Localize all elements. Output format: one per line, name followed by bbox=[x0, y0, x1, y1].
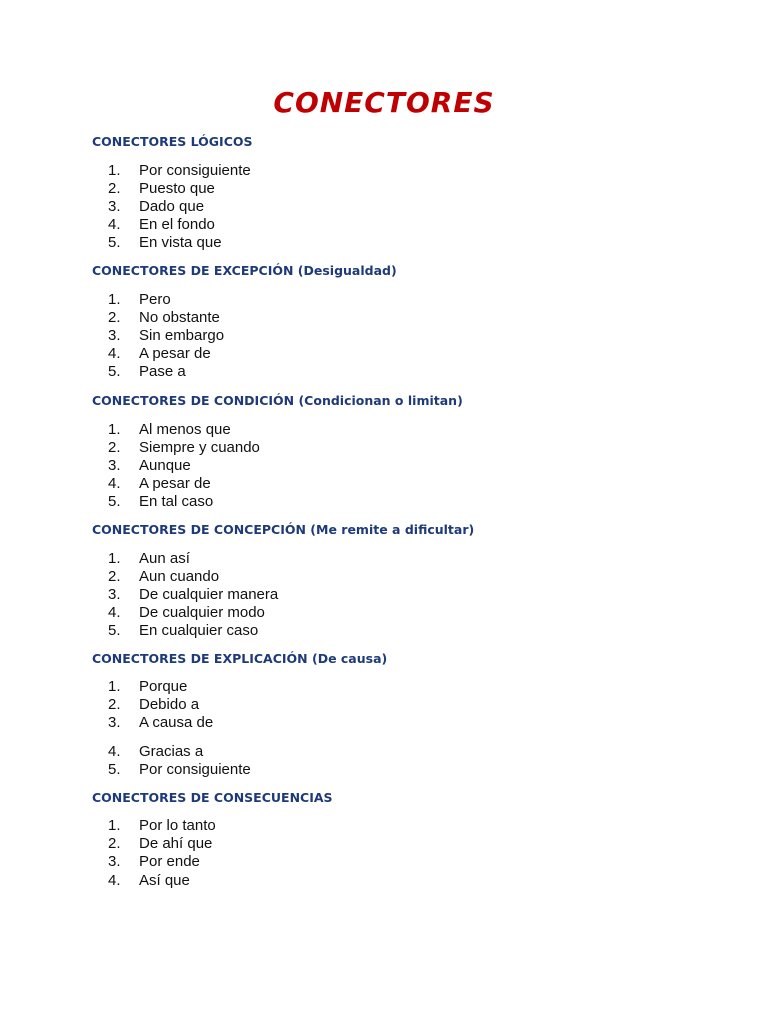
list-item bbox=[108, 363, 186, 381]
list-item bbox=[108, 853, 200, 871]
list-number: 4. bbox=[108, 475, 121, 492]
list-number: 2. bbox=[108, 696, 121, 713]
list-item bbox=[108, 835, 212, 853]
list-item bbox=[108, 696, 199, 714]
list-number: 4. bbox=[108, 604, 121, 621]
list-item bbox=[108, 345, 211, 363]
list-text: Por consiguiente bbox=[139, 761, 251, 778]
list-item bbox=[108, 550, 190, 568]
list-number: 4. bbox=[108, 216, 121, 233]
list-number: 5. bbox=[108, 761, 121, 778]
list-text: Siempre y cuando bbox=[139, 439, 260, 456]
list-item bbox=[108, 568, 219, 586]
list-number: 3. bbox=[108, 586, 121, 603]
list-text: No obstante bbox=[139, 309, 220, 326]
list-number: 1. bbox=[108, 291, 121, 308]
section-heading-consecuencias: CONECTORES DE CONSECUENCIAS bbox=[92, 790, 333, 805]
list-text: Por ende bbox=[139, 853, 200, 870]
list-number: 2. bbox=[108, 309, 121, 326]
list-number: 3. bbox=[108, 457, 121, 474]
list-item bbox=[108, 421, 231, 439]
list-text: Aun así bbox=[139, 550, 190, 567]
list-text: Porque bbox=[139, 678, 188, 695]
list-number: 3. bbox=[108, 198, 121, 215]
list-number: 1. bbox=[108, 162, 121, 179]
list-text: Dado que bbox=[139, 198, 205, 215]
list-text: En tal caso bbox=[139, 493, 214, 510]
section-heading-excepcion: CONECTORES DE EXCEPCIÓN (Desigualdad) bbox=[92, 263, 397, 278]
list-item bbox=[108, 604, 265, 622]
list-text: Pero bbox=[139, 291, 171, 308]
list-text: De ahí que bbox=[139, 835, 213, 852]
list-number: 3. bbox=[108, 853, 121, 870]
section-heading-explicacion: CONECTORES DE EXPLICACIÓN (De causa) bbox=[92, 651, 388, 666]
list-item bbox=[108, 327, 224, 345]
list-number: 5. bbox=[108, 493, 121, 510]
page-title: CONECTORES bbox=[273, 86, 495, 119]
list-item bbox=[108, 198, 204, 216]
list-number: 4. bbox=[108, 345, 121, 362]
list-text: De cualquier manera bbox=[139, 586, 279, 603]
list-item bbox=[108, 180, 215, 198]
list-number: 5. bbox=[108, 234, 121, 251]
list-text: Así que bbox=[139, 872, 190, 889]
list-text: Sin embargo bbox=[139, 327, 225, 344]
list-number: 1. bbox=[108, 817, 121, 834]
list-item bbox=[108, 714, 213, 732]
list-number: 3. bbox=[108, 327, 121, 344]
list-text: A causa de bbox=[139, 714, 214, 731]
list-text: Debido a bbox=[139, 696, 200, 713]
list-text: Gracias a bbox=[139, 743, 204, 760]
list-item bbox=[108, 586, 278, 604]
list-number: 1. bbox=[108, 421, 121, 438]
list-number: 2. bbox=[108, 568, 121, 585]
list-item bbox=[108, 678, 187, 696]
list-item bbox=[108, 493, 213, 511]
list-item bbox=[108, 291, 171, 309]
list-text: Aunque bbox=[139, 457, 191, 474]
section-heading-condicion: CONECTORES DE CONDICIÓN (Condicionan o limitan) bbox=[92, 393, 463, 408]
list-number: 4. bbox=[108, 743, 121, 760]
list-number: 2. bbox=[108, 835, 121, 852]
list-item bbox=[108, 457, 191, 475]
list-item bbox=[108, 216, 215, 234]
list-text: Por consiguiente bbox=[139, 162, 251, 179]
list-text: En cualquier caso bbox=[139, 622, 259, 639]
list-item bbox=[108, 872, 190, 890]
list-text: De cualquier modo bbox=[139, 604, 265, 621]
list-number: 1. bbox=[108, 678, 121, 695]
list-number: 2. bbox=[108, 180, 121, 197]
section-heading-concepcion: CONECTORES DE CONCEPCIÓN (Me remite a dificultar) bbox=[92, 522, 475, 537]
list-item bbox=[108, 622, 258, 640]
list-number: 4. bbox=[108, 872, 121, 889]
list-text: A pesar de bbox=[139, 475, 211, 492]
list-item bbox=[108, 761, 251, 779]
list-number: 5. bbox=[108, 622, 121, 639]
list-text: Por lo tanto bbox=[139, 817, 216, 834]
list-text: En el fondo bbox=[139, 216, 215, 233]
list-number: 1. bbox=[108, 550, 121, 567]
list-text: Pase a bbox=[139, 363, 186, 380]
list-number: 5. bbox=[108, 363, 121, 380]
list-text: En vista que bbox=[139, 234, 222, 251]
list-item bbox=[108, 817, 216, 835]
list-item bbox=[108, 439, 260, 457]
list-item bbox=[108, 475, 211, 493]
list-item bbox=[108, 234, 222, 252]
list-number: 3. bbox=[108, 714, 121, 731]
section-heading-logicos: CONECTORES LÓGICOS bbox=[92, 134, 253, 149]
list-text: Aun cuando bbox=[139, 568, 220, 585]
list-item bbox=[108, 743, 203, 761]
list-item bbox=[108, 162, 251, 180]
list-item bbox=[108, 309, 220, 327]
list-text: Al menos que bbox=[139, 421, 231, 438]
list-number: 2. bbox=[108, 439, 121, 456]
list-text: A pesar de bbox=[139, 345, 211, 362]
list-text: Puesto que bbox=[139, 180, 215, 197]
